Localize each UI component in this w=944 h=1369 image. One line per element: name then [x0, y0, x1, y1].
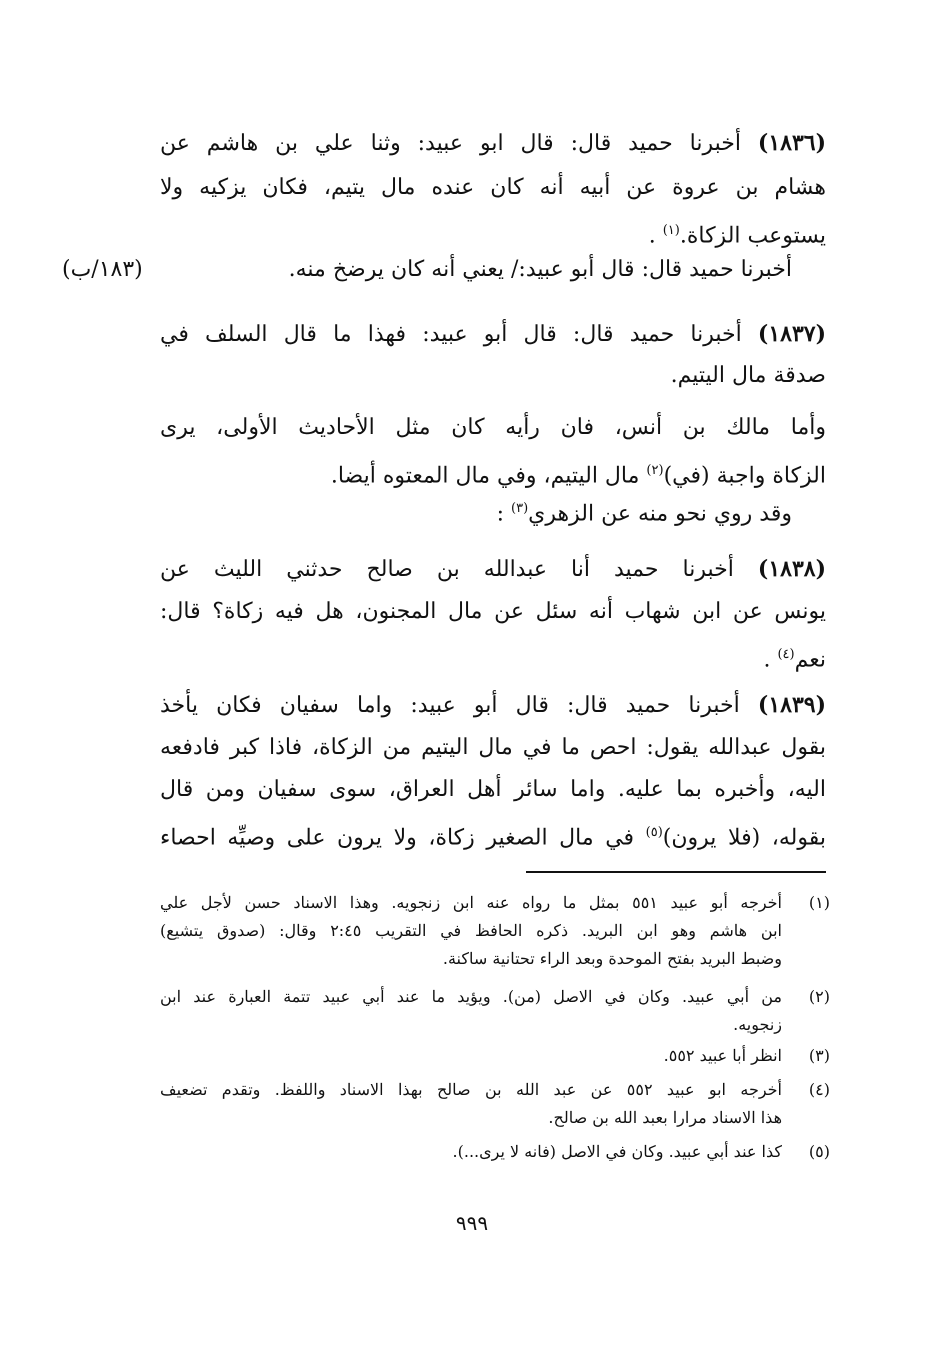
paragraph-1837-line-2: صدقة مال اليتيم. — [670, 363, 826, 388]
footnote-ref: (٢) — [646, 463, 664, 478]
marginal-line: أخبرنا حميد قال: قال أبو عبيد:/ يعني أنه كان يرضخ منه. — [288, 257, 792, 282]
footnote-1-line-2: ابن هاشم وهو ابن البريد. ذكره الحافظ في التقريب ٢:٤٥ وقال: (صدوق يتشيع) — [160, 921, 782, 940]
malik-line-2: الزكاة واجبة (في)$^{(٢)}$ مال اليتيم، وفي مال المعتوه أيضا. — [330, 463, 826, 489]
footnote-5-line-1: كذا عند أبي عبيد. وكان في الاصل (فانه لا يرى...). — [452, 1142, 782, 1161]
footnote-number: (٥) — [808, 1142, 830, 1161]
malik-line-3: وقد روي نحو منه عن الزهري$^{(٣)}$ : — [496, 501, 792, 527]
hadith-number: (١٨٣٩) — [757, 692, 826, 718]
paragraph-1839-line-4: بقوله، (فلا يرون)$^{(٥)}$ في مال الصغير زكاة، ولا يرون على وصيِّه احصاء — [160, 825, 826, 851]
footnote-ref: (٤) — [777, 647, 795, 662]
paragraph-1838-line-3: نعم$^{(٤)}$ . — [763, 647, 826, 673]
paragraph-1836-line-2: هشام بن عروة عن أبيه أنه كان عنده مال يتيم، فكان يزكيه ولا — [160, 175, 826, 200]
paragraph-1838-line-1: (١٨٣٨) أخبرنا حميد أنا عبدالله بن صالح حدثني الليث عن — [160, 556, 826, 582]
footnote-ref: (٣) — [511, 501, 529, 516]
folio-mark: (١٨٣/ب) — [62, 257, 143, 282]
hadith-number: (١٨٣٨) — [757, 556, 826, 582]
footnote-number: (١) — [808, 893, 830, 912]
footnote-1-line-3: وضبط البريد بفتح الموحدة وبعد الراء تحتانية ساكنة. — [442, 949, 782, 968]
malik-line-1: وأما مالك بن أنس، فان رأيه كان مثل الأحاديث الأولى، يرى — [160, 415, 826, 440]
footnote-2-line-2: زنجويه. — [733, 1015, 782, 1034]
footnote-number: (٢) — [808, 987, 830, 1006]
footnote-1-line-1: أخرجه أبو عبيد ٥٥١ بمثل ما رواه عنه ابن زنجويه. وهذا الاسناد حسن لأجل علي — [160, 893, 782, 912]
footnote-2-line-1: من أبي عبيد. وكان في الاصل (من). ويؤيد ما عند أبي عبيد تتمة العبارة عند ابن — [160, 987, 782, 1006]
footnote-number: (٣) — [808, 1046, 830, 1065]
paragraph-1837-line-1: (١٨٣٧) أخبرنا حميد قال: قال أبو عبيد: فهذا ما قال السلف في — [160, 321, 826, 347]
footnote-ref: (١) — [662, 223, 680, 238]
paragraph-1839-line-3: اليه، وأخبره بما عليه. واما سائر أهل العراق، سوى سفيان ومن قال — [160, 777, 826, 802]
paragraph-1838-line-2: يونس عن ابن شهاب أنه سئل عن مال المجنون، هل فيه زكاة؟ قال: — [160, 599, 826, 624]
footnote-separator — [526, 871, 826, 873]
paragraph-1839-line-1: (١٨٣٩) أخبرنا حميد قال: قال أبو عبيد: واما سفيان فكان يأخذ — [160, 692, 826, 718]
paragraph-1836-line-1: (١٨٣٦) أخبرنا حميد قال: قال ابو عبيد: وثنا علي بن هاشم عن — [160, 130, 826, 156]
hadith-number: (١٨٣٧) — [757, 321, 826, 347]
paragraph-1839-line-2: بقول عبدالله يقول: احص ما في مال اليتيم من الزكاة، فاذا كبر فادفعه — [160, 735, 826, 760]
footnote-number: (٤) — [808, 1080, 830, 1099]
page-number: ٩٩٩ — [455, 1211, 489, 1235]
paragraph-1836-line-3: يستوعب الزكاة.$^{(١)}$ . — [648, 223, 826, 249]
footnote-4-line-2: هذا الاسناد مرارا بعبد الله بن صالح. — [548, 1108, 782, 1127]
footnote-4-line-1: أخرجه ابو عبيد ٥٥٢ عن عبد الله بن صالح بهذا الاسناد واللفظ. وتقدم تضعيف — [160, 1080, 782, 1099]
footnote-3-line-1: انظر أبا عبيد ٥٥٢. — [663, 1046, 782, 1065]
hadith-number: (١٨٣٦) — [757, 130, 826, 156]
footnote-ref: (٥) — [645, 825, 663, 840]
